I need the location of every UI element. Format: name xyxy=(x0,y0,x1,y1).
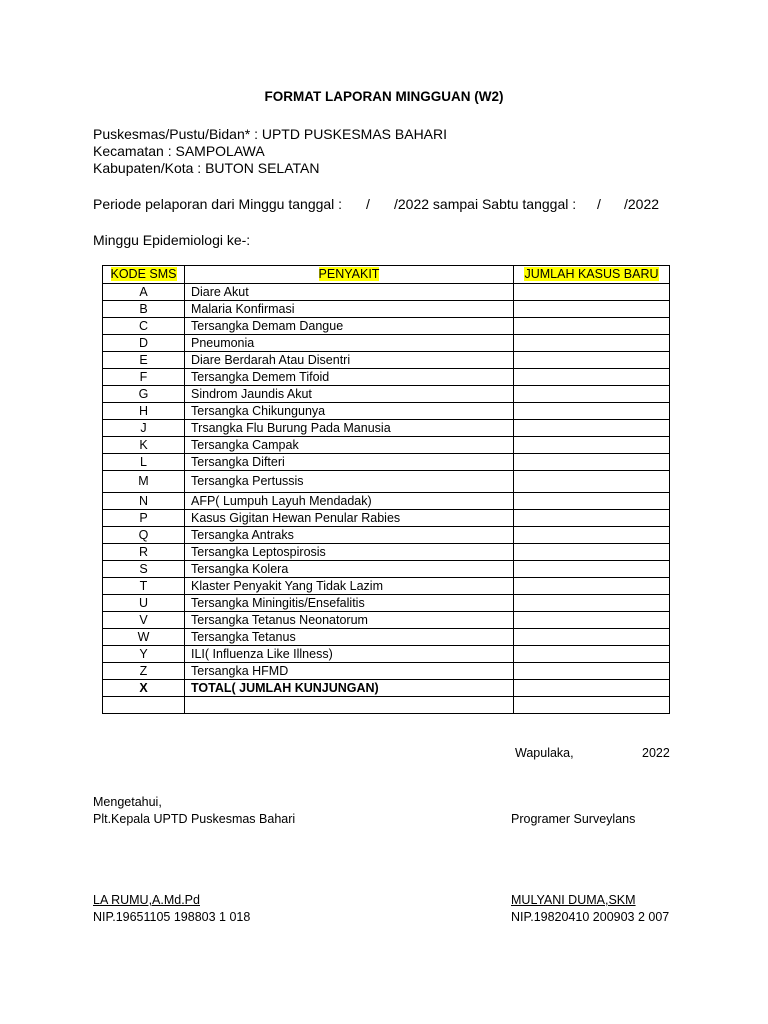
table-row xyxy=(103,663,670,680)
table-row xyxy=(103,595,670,612)
penyakit-cell: Malaria Konfirmasi xyxy=(185,301,514,318)
jumlah-cell[interactable] xyxy=(514,612,670,629)
year-label: 2022 xyxy=(642,746,670,760)
penyakit-cell: Tersangka Tetanus Neonatorum xyxy=(185,612,514,629)
penyakit-cell: Tersangka Chikungunya xyxy=(185,403,514,420)
table-row xyxy=(103,527,670,544)
table-row xyxy=(103,612,670,629)
table-row xyxy=(103,335,670,352)
jumlah-cell[interactable] xyxy=(514,301,670,318)
empty-cell[interactable] xyxy=(185,697,514,714)
penyakit-cell: Tersangka Difteri xyxy=(185,454,514,471)
table-row xyxy=(103,352,670,369)
kode-cell: N xyxy=(103,493,185,510)
table-row xyxy=(103,318,670,335)
periode-label: Periode pelaporan dari Minggu tanggal : xyxy=(93,196,343,212)
jumlah-cell[interactable] xyxy=(514,561,670,578)
penyakit-cell: Diare Akut xyxy=(185,284,514,301)
penyakit-cell: AFP( Lumpuh Layuh Mendadak) xyxy=(185,493,514,510)
jumlah-cell[interactable] xyxy=(514,318,670,335)
periode-slash-1: / xyxy=(366,196,370,212)
kode-cell: B xyxy=(103,301,185,318)
penyakit-cell: Kasus Gigitan Hewan Penular Rabies xyxy=(185,510,514,527)
kode-cell: X xyxy=(103,680,185,697)
table-row xyxy=(103,578,670,595)
kode-cell: C xyxy=(103,318,185,335)
jumlah-cell[interactable] xyxy=(514,663,670,680)
table-row xyxy=(103,454,670,471)
table-row xyxy=(103,561,670,578)
right-signer-nip: NIP.19820410 200903 2 007 xyxy=(511,910,670,924)
table-header-row xyxy=(103,266,670,284)
jumlah-cell[interactable] xyxy=(514,595,670,612)
jumlah-cell[interactable] xyxy=(514,420,670,437)
kode-cell: W xyxy=(103,629,185,646)
jumlah-cell[interactable] xyxy=(514,629,670,646)
jumlah-cell[interactable] xyxy=(514,680,670,697)
column-header-jumlah: JUMLAH KASUS BARU xyxy=(514,266,670,284)
jumlah-cell[interactable] xyxy=(514,510,670,527)
jumlah-cell[interactable] xyxy=(514,437,670,454)
empty-cell[interactable] xyxy=(103,697,185,714)
jumlah-cell[interactable] xyxy=(514,284,670,301)
table-row xyxy=(103,544,670,561)
table-row xyxy=(103,629,670,646)
jumlah-cell[interactable] xyxy=(514,386,670,403)
kode-cell: G xyxy=(103,386,185,403)
table-row xyxy=(103,420,670,437)
kode-cell: F xyxy=(103,369,185,386)
table-row xyxy=(103,646,670,663)
left-signer-nip: NIP.19651105 198803 1 018 xyxy=(93,910,251,924)
jumlah-cell[interactable] xyxy=(514,544,670,561)
periode-slash-2: / xyxy=(597,196,601,212)
jumlah-cell[interactable] xyxy=(514,471,670,493)
table-row xyxy=(103,437,670,454)
jumlah-cell[interactable] xyxy=(514,454,670,471)
kode-cell: D xyxy=(103,335,185,352)
kecamatan-line: Kecamatan : SAMPOLAWA xyxy=(93,143,265,159)
penyakit-cell: Tersangka Leptospirosis xyxy=(185,544,514,561)
table-row xyxy=(103,493,670,510)
right-signer-name: MULYANI DUMA,SKM xyxy=(511,893,636,907)
left-signer-name: LA RUMU,A.Md.Pd xyxy=(93,893,200,907)
penyakit-cell: Tersangka Antraks xyxy=(185,527,514,544)
left-signer-title: Plt.Kepala UPTD Puskesmas Bahari xyxy=(93,812,296,826)
table-row xyxy=(103,301,670,318)
penyakit-cell: TOTAL( JUMLAH KUNJUNGAN) xyxy=(185,680,514,697)
puskesmas-line: Puskesmas/Pustu/Bidan* : UPTD PUSKESMAS BAHARI xyxy=(93,126,448,142)
penyakit-cell: Trsangka Flu Burung Pada Manusia xyxy=(185,420,514,437)
penyakit-cell: Tersangka Demem Tifoid xyxy=(185,369,514,386)
periode-mid: /2022 sampai Sabtu tanggal : xyxy=(394,196,577,212)
jumlah-cell[interactable] xyxy=(514,646,670,663)
penyakit-cell: Tersangka Kolera xyxy=(185,561,514,578)
column-header-kode: KODE SMS xyxy=(103,266,185,284)
table-row xyxy=(103,471,670,493)
kode-cell: J xyxy=(103,420,185,437)
kode-cell: P xyxy=(103,510,185,527)
penyakit-cell: Tersangka HFMD xyxy=(185,663,514,680)
penyakit-cell: Diare Berdarah Atau Disentri xyxy=(185,352,514,369)
jumlah-cell[interactable] xyxy=(514,369,670,386)
table-row xyxy=(103,369,670,386)
kode-cell: A xyxy=(103,284,185,301)
penyakit-cell: Tersangka Demam Dangue xyxy=(185,318,514,335)
kode-cell: U xyxy=(103,595,185,612)
kode-cell: Q xyxy=(103,527,185,544)
jumlah-cell[interactable] xyxy=(514,493,670,510)
kode-cell: S xyxy=(103,561,185,578)
kode-cell: L xyxy=(103,454,185,471)
table-row xyxy=(103,284,670,301)
kode-cell: M xyxy=(103,471,185,493)
kode-cell: V xyxy=(103,612,185,629)
kode-cell: Z xyxy=(103,663,185,680)
jumlah-cell[interactable] xyxy=(514,335,670,352)
penyakit-cell: Pneumonia xyxy=(185,335,514,352)
jumlah-cell[interactable] xyxy=(514,527,670,544)
kode-cell: H xyxy=(103,403,185,420)
table-row xyxy=(103,403,670,420)
jumlah-cell[interactable] xyxy=(514,403,670,420)
empty-row xyxy=(103,697,670,714)
empty-cell[interactable] xyxy=(514,697,670,714)
table-row xyxy=(103,680,670,697)
penyakit-cell: Sindrom Jaundis Akut xyxy=(185,386,514,403)
kode-cell: Y xyxy=(103,646,185,663)
penyakit-cell: ILI( Influenza Like Illness) xyxy=(185,646,514,663)
penyakit-cell: Tersangka Miningitis/Ensefalitis xyxy=(185,595,514,612)
document-title: FORMAT LAPORAN MINGGUAN (W2) xyxy=(264,89,504,104)
minggu-epidemiologi: Minggu Epidemiologi ke-: xyxy=(93,232,251,248)
table-row xyxy=(103,510,670,527)
periode-end: /2022 xyxy=(624,196,660,212)
disease-report-table xyxy=(102,265,670,714)
kode-cell: R xyxy=(103,544,185,561)
penyakit-cell: Tersangka Campak xyxy=(185,437,514,454)
penyakit-cell: Klaster Penyakit Yang Tidak Lazim xyxy=(185,578,514,595)
table-row xyxy=(103,386,670,403)
penyakit-cell: Tersangka Pertussis xyxy=(185,471,514,493)
penyakit-cell: Tersangka Tetanus xyxy=(185,629,514,646)
kode-cell: K xyxy=(103,437,185,454)
kode-cell: T xyxy=(103,578,185,595)
jumlah-cell[interactable] xyxy=(514,352,670,369)
jumlah-cell[interactable] xyxy=(514,578,670,595)
place-label: Wapulaka, xyxy=(515,746,574,760)
kode-cell: E xyxy=(103,352,185,369)
kabupaten-line: Kabupaten/Kota : BUTON SELATAN xyxy=(93,160,320,176)
mengetahui-label: Mengetahui, xyxy=(93,795,162,809)
column-header-penyakit: PENYAKIT xyxy=(185,266,514,284)
right-signer-title: Programer Surveylans xyxy=(511,812,636,826)
